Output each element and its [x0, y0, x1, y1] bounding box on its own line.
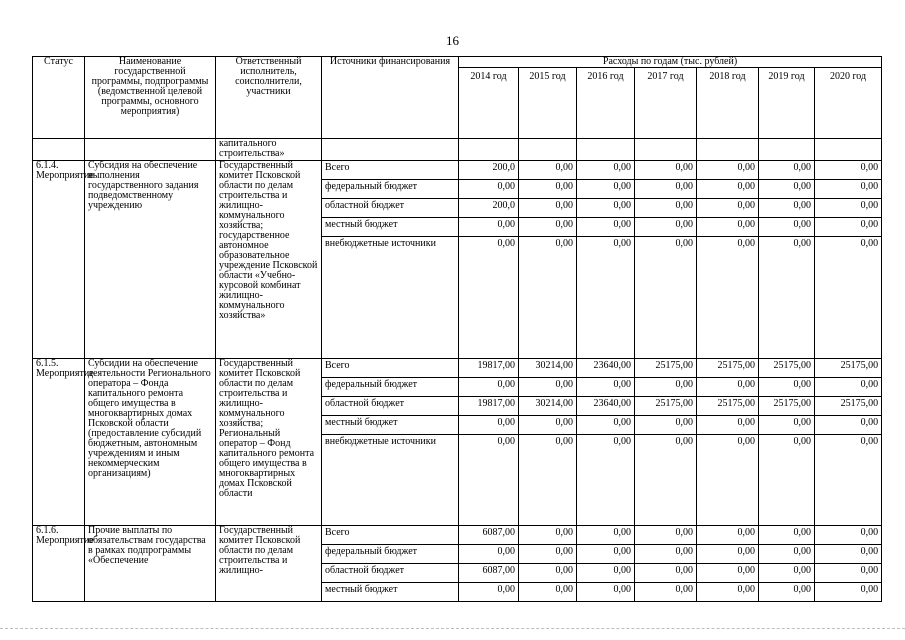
cell-value: 0,00	[519, 435, 577, 526]
cell-status: 6.1.4. Мероприятие	[33, 161, 85, 359]
table-row	[33, 161, 882, 180]
cell-source: федеральный бюджет	[322, 378, 459, 397]
cell-name: Прочие выплаты по обязательствам государства в рамках подпрограммы «Обеспечение	[85, 526, 216, 602]
cell-value: 0,00	[577, 526, 635, 545]
cell-value: 0,00	[519, 218, 577, 237]
header-year: 2020 год	[815, 68, 882, 139]
cell-source: внебюджетные источники	[322, 237, 459, 359]
cell-value: 0,00	[759, 526, 815, 545]
header-sources: Источники финансирования	[322, 57, 459, 139]
cell-value: 0,00	[815, 583, 882, 602]
scan-edge	[0, 628, 905, 632]
cell-value: 0,00	[815, 180, 882, 199]
cell-value: 0,00	[459, 435, 519, 526]
table-row	[33, 359, 882, 378]
cell-value: 0,00	[635, 435, 697, 526]
cell-value: 0,00	[519, 564, 577, 583]
header-year: 2016 год	[577, 68, 635, 139]
cell-value: 0,00	[577, 378, 635, 397]
header-status: Статус	[33, 57, 85, 139]
cell-value: 0,00	[519, 161, 577, 180]
cell-value: 0,00	[519, 180, 577, 199]
cell-source: местный бюджет	[322, 218, 459, 237]
cell-source: местный бюджет	[322, 416, 459, 435]
cell-source: Всего	[322, 161, 459, 180]
cell-value: 23640,00	[577, 397, 635, 416]
cell-value: 0,00	[635, 161, 697, 180]
cell-value: 0,00	[697, 237, 759, 359]
cell-value: 25175,00	[815, 397, 882, 416]
cell-value: 0,00	[697, 545, 759, 564]
cell-value: 0,00	[815, 161, 882, 180]
cell-name: Субсидия на обеспечение выполнения государственного задания подведомственному учреждению	[85, 161, 216, 359]
cell-value: 0,00	[635, 564, 697, 583]
cell-value: 0,00	[459, 416, 519, 435]
cell-status: 6.1.6. Мероприятие	[33, 526, 85, 602]
cell-value: 0,00	[815, 545, 882, 564]
continuation-row	[33, 139, 882, 161]
cell-value: 0,00	[459, 180, 519, 199]
cell-value: 0,00	[577, 161, 635, 180]
cell-source: областной бюджет	[322, 564, 459, 583]
cell-value: 0,00	[815, 526, 882, 545]
cell-value: 0,00	[635, 180, 697, 199]
cell-value: 25175,00	[635, 359, 697, 378]
cell-source: местный бюджет	[322, 583, 459, 602]
cell-responsible: Государственный комитет Псковской области по делам строительства и жилищно-	[216, 526, 322, 602]
cell-value: 0,00	[635, 378, 697, 397]
cell-value: 0,00	[759, 564, 815, 583]
cell-value: 0,00	[635, 526, 697, 545]
cell-source: Всего	[322, 359, 459, 378]
table-header	[33, 57, 882, 139]
cell-source: внебюджетные источники	[322, 435, 459, 526]
header-year: 2018 год	[697, 68, 759, 139]
cell-value: 0,00	[459, 218, 519, 237]
cell-source: областной бюджет	[322, 397, 459, 416]
cell-value: 0,00	[635, 218, 697, 237]
cell-value: 0,00	[519, 416, 577, 435]
cell-value: 0,00	[697, 199, 759, 218]
cell-value: 0,00	[759, 161, 815, 180]
cell-value: 0,00	[635, 545, 697, 564]
cell-value: 6087,00	[459, 526, 519, 545]
cell-value: 0,00	[697, 378, 759, 397]
cell-value: 0,00	[577, 237, 635, 359]
cell-source: областной бюджет	[322, 199, 459, 218]
cell-source: федеральный бюджет	[322, 545, 459, 564]
cell-value: 0,00	[459, 378, 519, 397]
cell-responsible: Государственный комитет Псковской области по делам строительства и жилищно-коммунального хозяйства; государственное автономное образовательное учреждение Псковской области «Учебно-курсовой комбинат жилищно-коммунального хозяйства»	[216, 161, 322, 359]
cell-value: 19817,00	[459, 359, 519, 378]
cell-value: 0,00	[635, 583, 697, 602]
cell-value: 0,00	[697, 218, 759, 237]
cell-responsible: Государственный комитет Псковской области по делам строительства и жилищно-коммунального хозяйства; Региональный оператор – Фонд капитального ремонта общего имущества в многоквартирных домах Псковской области	[216, 359, 322, 526]
cell-value: 0,00	[759, 583, 815, 602]
cell-value: 30214,00	[519, 359, 577, 378]
header-expenses: Расходы по годам (тыс. рублей)	[459, 57, 882, 68]
header-year: 2015 год	[519, 68, 577, 139]
cell-value: 0,00	[697, 583, 759, 602]
cell-value: 0,00	[577, 583, 635, 602]
header-year: 2019 год	[759, 68, 815, 139]
cell-value: 25175,00	[697, 397, 759, 416]
cell-value: 0,00	[577, 180, 635, 199]
cell-value: 0,00	[759, 435, 815, 526]
cell-value: 0,00	[577, 218, 635, 237]
budget-table	[32, 56, 882, 602]
cell-name: Субсидии на обеспечение деятельности Регионального оператора – Фонда капитального ремонта общего имущества в многоквартирных домах Псковской области (предоставление субсидий бюджетным, автономным учреждениям и иным некоммерческим организациям)	[85, 359, 216, 526]
cell-source: федеральный бюджет	[322, 180, 459, 199]
cell-value: 0,00	[577, 199, 635, 218]
cell-value: 0,00	[519, 378, 577, 397]
cell-value: 30214,00	[519, 397, 577, 416]
cell-value: 0,00	[635, 416, 697, 435]
cell-value: 0,00	[577, 564, 635, 583]
cell-value: 0,00	[815, 199, 882, 218]
cell-value: 0,00	[759, 378, 815, 397]
cell-value: 0,00	[815, 218, 882, 237]
cell-value: 0,00	[759, 180, 815, 199]
cell-value: 200,0	[459, 161, 519, 180]
cell-value: 25175,00	[815, 359, 882, 378]
cell-value: 23640,00	[577, 359, 635, 378]
cell-value: 0,00	[697, 435, 759, 526]
cell-value: 0,00	[697, 526, 759, 545]
cell-value: 0,00	[519, 583, 577, 602]
cell-value: 0,00	[759, 218, 815, 237]
cell-value: 0,00	[459, 583, 519, 602]
cell-value: 0,00	[519, 545, 577, 564]
cell-value: 0,00	[697, 416, 759, 435]
cell-value: 25175,00	[635, 397, 697, 416]
cell-value: 0,00	[519, 237, 577, 359]
cell-value: 0,00	[759, 199, 815, 218]
cell-value: 0,00	[815, 564, 882, 583]
header-responsible: Ответственный исполнитель, соисполнители, участники	[216, 57, 322, 139]
cell-value: 25175,00	[759, 359, 815, 378]
cell-value: 0,00	[519, 526, 577, 545]
cell-value: 0,00	[459, 237, 519, 359]
table-body	[33, 139, 882, 602]
cell-status: 6.1.5. Мероприятие	[33, 359, 85, 526]
page-number: 16	[446, 33, 459, 48]
header-name: Наименование государственной программы, подпрограммы (ведомственной целевой программы, основного мероприятия)	[85, 57, 216, 139]
cell-value: 0,00	[815, 378, 882, 397]
continuation-text: капитального строительства»	[216, 139, 322, 161]
cell-value: 6087,00	[459, 564, 519, 583]
table-row	[33, 526, 882, 545]
cell-value: 0,00	[815, 435, 882, 526]
cell-value: 25175,00	[759, 397, 815, 416]
header-year: 2017 год	[635, 68, 697, 139]
cell-value: 0,00	[697, 161, 759, 180]
header-year: 2014 год	[459, 68, 519, 139]
cell-value: 0,00	[459, 545, 519, 564]
cell-value: 0,00	[697, 180, 759, 199]
cell-value: 0,00	[635, 237, 697, 359]
cell-value: 0,00	[815, 416, 882, 435]
cell-value: 0,00	[519, 199, 577, 218]
cell-value: 19817,00	[459, 397, 519, 416]
cell-value: 0,00	[577, 545, 635, 564]
cell-value: 0,00	[577, 416, 635, 435]
cell-source: Всего	[322, 526, 459, 545]
cell-value: 0,00	[577, 435, 635, 526]
cell-value: 0,00	[759, 416, 815, 435]
cell-value: 0,00	[759, 237, 815, 359]
cell-value: 0,00	[759, 545, 815, 564]
cell-value: 0,00	[697, 564, 759, 583]
cell-value: 0,00	[635, 199, 697, 218]
cell-value: 0,00	[815, 237, 882, 359]
cell-value: 200,0	[459, 199, 519, 218]
cell-value: 25175,00	[697, 359, 759, 378]
